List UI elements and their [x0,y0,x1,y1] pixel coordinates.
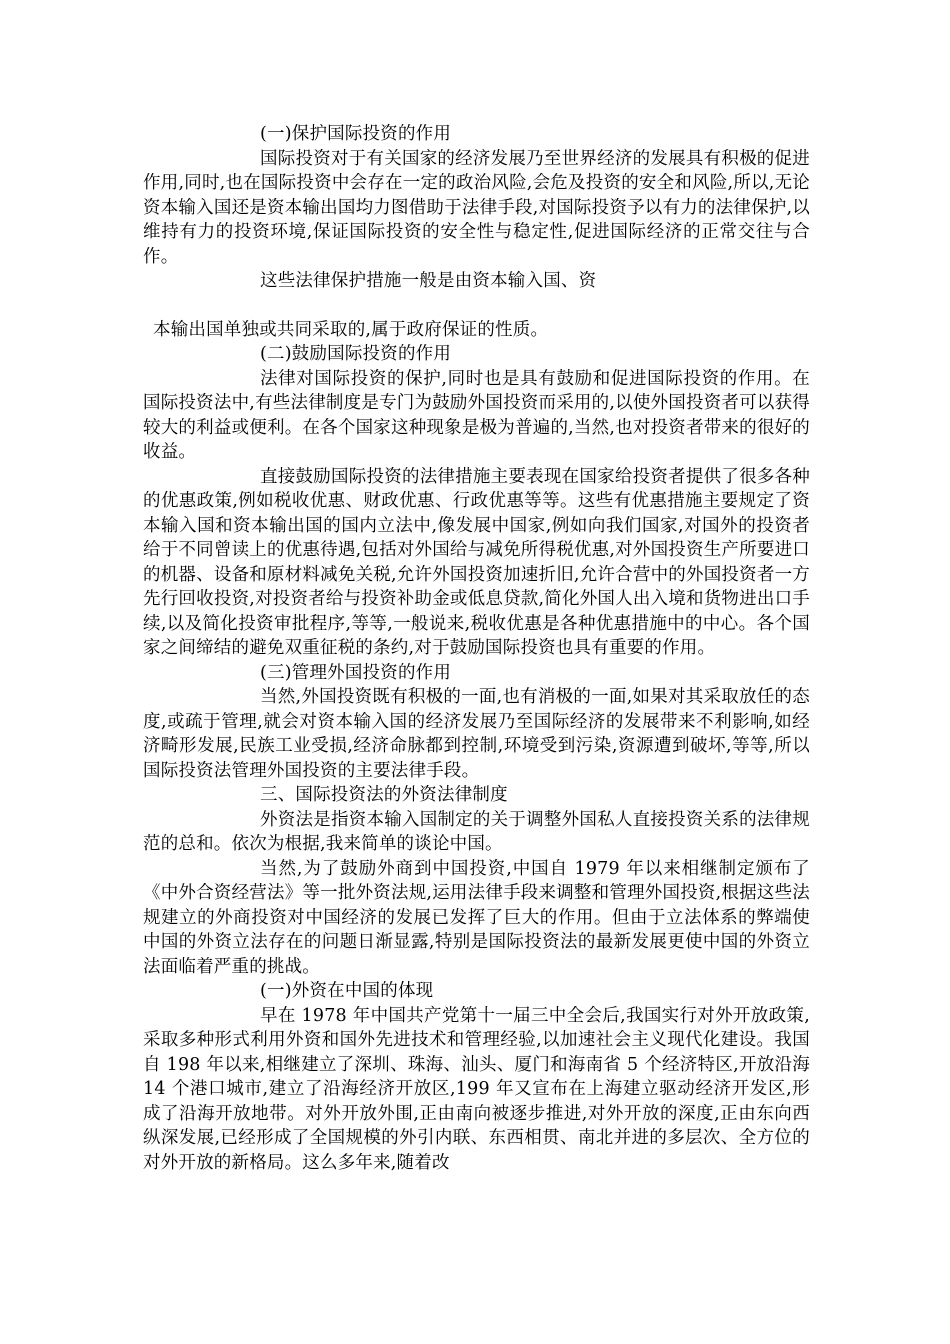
body-paragraph: 当然,为了鼓励外商到中国投资,中国自 1979 年以来相继制定颁布了《中外合资经营法》等一批外资法规,运用法律手段来调整和管理外国投资,根据这些法规建立的外商投资对中国经济的发展已发挥了巨大的作用。但由于立法体系的弊端使中国的外资立法存在的问题日渐显露,特别是国际投资法的最新发展更使中国的外资立法面临着严重的挑战。 [143,858,810,977]
body-paragraph: 直接鼓励国际投资的法律措施主要表现在国家给投资者提供了很多各种的优惠政策,例如税收优惠、财政优惠、行政优惠等等。这些有优惠措施主要规定了资本输入国和资本输出国的国内立法中,像发展中国家,例如向我们国家,对国外的投资者给于不同曾读上的优惠待遇,包括对外国给与减免所得税优惠,对外国投资生产所要进口的机器、设备和原材料减免关税,允许外国投资加速折旧,允许合营中的外国投资者一方先行回收投资,对投资者给与投资补助金或低息贷款,简化外国人出入境和货物进出口手续,以及简化投资审批程序,等等,一般说来,税收优惠是各种优惠措施中的中心。各个国家之间缔结的避免双重征税的条约,对于鼓励国际投资也具有重要的作用。 [143,466,810,658]
section-heading: 三、国际投资法的外资法律制度 [260,785,508,805]
section-heading: (一)保护国际投资的作用 [260,124,452,144]
body-paragraph: 早在 1978 年中国共产党第十一届三中全会后,我国实行对外开放政策,采取多种形式利用外资和国外先进技术和管理经验,以加速社会主义现代化建设。我国自 198 年以来,相继建立了深圳、珠海、汕头、厦门和海南省 5 个经济特区,开放沿海 14 个港口城市,建立了沿海经济开放区,199 年又宣布在上海建立驱动经济开发区,形成了沿海开放地带。对外开放外围,正由南向被逐步推进,对外开放的深度,正由东向西纵深发展,已经形成了全国规模的外引内联、东西相贯、南北并进的多层次、全方位的对外开放的新格局。这么多年来,随着改 [143,1005,810,1173]
body-paragraph: 当然,外国投资既有积极的一面,也有消极的一面,如果对其采取放任的态度,或疏于管理,就会对资本输入国的经济发展乃至国际经济的发展带来不利影响,如经济畸形发展,民族工业受损,经济命脉都到控制,环境受到污染,资源遭到破坏,等等,所以国际投资法管理外国投资的主要法律手段。 [143,687,810,781]
body-paragraph: 外资法是指资本输入国制定的关于调整外国私人直接投资关系的法律规范的总和。依次为根据,我来简单的谈论中国。 [143,809,810,854]
section-heading: (三)管理外国投资的作用 [260,662,452,683]
document-body [143,122,810,1175]
paragraph-gap [143,294,810,318]
body-paragraph-continuation: 本输出国单独或共同采取的,属于政府保证的性质。 [153,319,549,340]
section-heading: (一)外资在中国的体现 [260,981,434,1001]
body-paragraph: 这些法律保护措施一般是由资本输入国、资 [260,271,597,291]
section-heading: (二)鼓励国际投资的作用 [260,344,452,364]
body-paragraph: 国际投资对于有关国家的经济发展乃至世界经济的发展具有积极的促进作用,同时,也在国际投资中会存在一定的政治风险,会危及投资的安全和风险,所以,无论资本输入国还是资本输出国均力图借助于法律手段,对国际投资予以有力的法律保护,以维持有力的投资环境,保证国际投资的安全性与稳定性,促进国际经济的正常交往与合作。 [143,148,810,267]
body-paragraph: 法律对国际投资的保护,同时也是具有鼓励和促进国际投资的作用。在国际投资法中,有些法律制度是专门为鼓励外国投资而采用的,以使外国投资者可以获得较大的利益或便利。在各个国家这种现象是极为普遍的,当然,也对投资者带来的很好的收益。 [143,368,810,462]
